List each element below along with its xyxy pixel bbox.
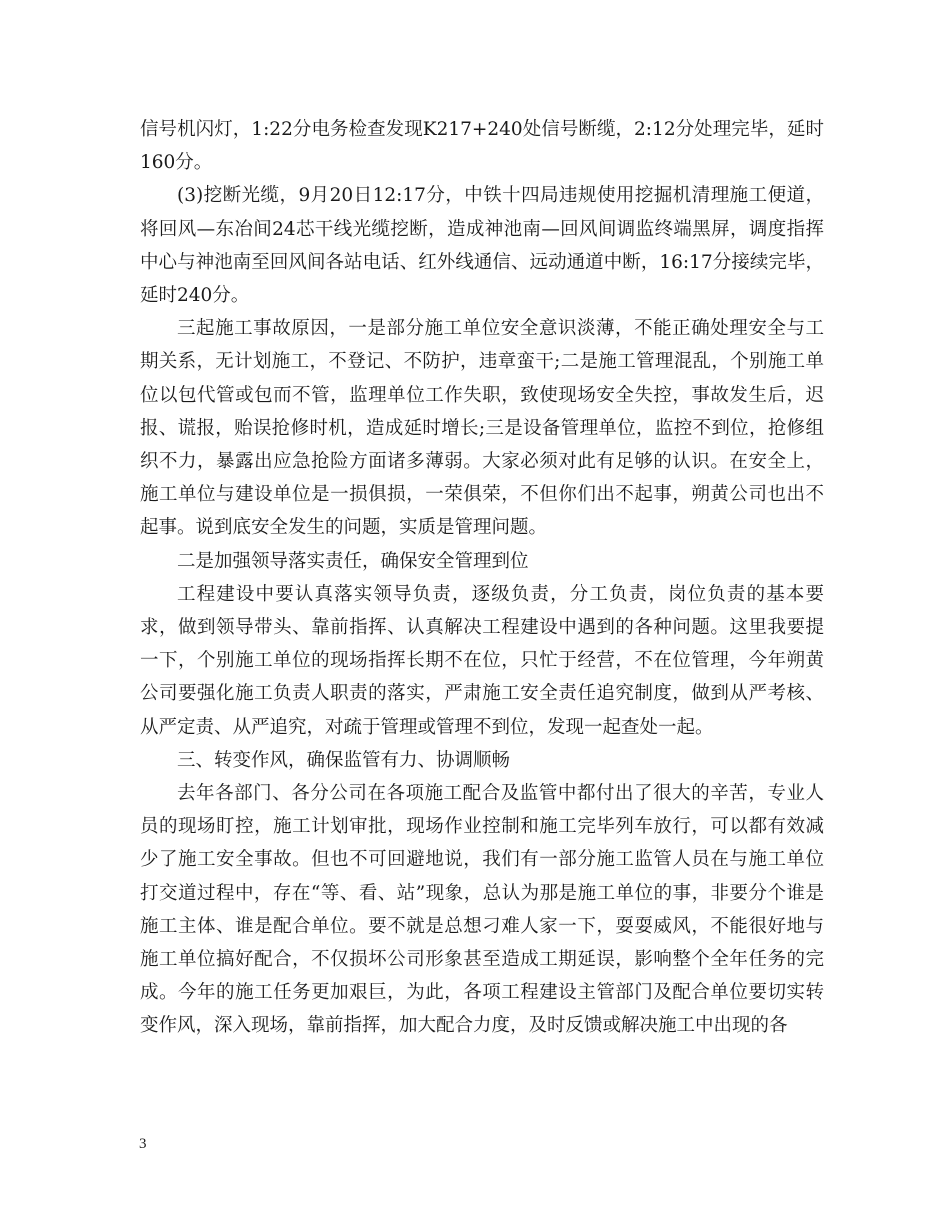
document-body xyxy=(140,113,824,1043)
paragraph-continuation: 信号机闪灯，1:22分电务检查发现K217+240处信号断缆，2:12分处理完毕，延时160分。 xyxy=(140,119,824,174)
paragraph-cable-incident: (3)挖断光缆，9月20日12:17分，中铁十四局违规使用挖掘机清理施工便道，将回风—东冶间24芯干线光缆挖断，造成神池南—回风间调监终端黑屏，调度指挥中心与神池南至回风间各站电话、红外线通信、远动通道中断，16:17分接续完毕，延时240分。 xyxy=(140,185,824,307)
paragraph-work-style: 去年各部门、各分公司在各项施工配合及监管中都付出了很大的辛苦，专业人员的现场盯控，施工计划审批，现场作业控制和施工完毕列车放行，可以都有效减少了施工安全事故。但也不可回避地说，我们有一部分施工监管人员在与施工单位打交道过程中，存在“等、看、站”现象，总认为那是施工单位的事，非要分个谁是施工主体、谁是配合单位。要不就是总想刁难人家一下，耍耍威风，不能很好地与施工单位搞好配合，不仅损坏公司形象甚至造成工期延误，影响整个全年任务的完成。今年的施工任务更加艰巨，为此，各项工程建设主管部门及配合单位要切实转变作风，深入现场，靠前指挥，加大配合力度，及时反馈或解决施工中出现的各 xyxy=(140,783,824,1037)
paragraph-leadership: 工程建设中要认真落实领导负责，逐级负责，分工负责，岗位负责的基本要求，做到领导带头、靠前指挥、认真解决工程建设中遇到的各种问题。这里我要提一下，个别施工单位的现场指挥长期不在位，只忙于经营，不在位管理，今年朔黄公司要强化施工负责人职责的落实，严肃施工安全责任追究制度，做到从严考核、从严定责、从严追究，对疏于管理或管理不到位，发现一起查处一起。 xyxy=(140,583,824,738)
section-heading-work-style: 三、转变作风，确保监管有力、协调顺畅 xyxy=(177,749,511,771)
page-number: 3 xyxy=(139,1136,147,1152)
section-heading-leadership: 二是加强领导落实责任，确保安全管理到位 xyxy=(177,550,529,572)
paragraph-accident-causes: 三起施工事故原因，一是部分施工单位安全意识淡薄，不能正确处理安全与工期关系，无计划施工，不登记、不防护，违章蛮干;二是施工管理混乱，个别施工单位以包代管或包而不管，监理单位工作失职，致使现场安全失控，事故发生后，迟报、谎报，贻误抢修时机，造成延时增长;三是设备管理单位，监控不到位，抢修组织不力，暴露出应急抢险方面诸多薄弱。大家必须对此有足够的认识。在安全上，施工单位与建设单位是一损俱损，一荣俱荣，不但你们出不起事，朔黄公司也出不起事。说到底安全发生的问题，实质是管理问题。 xyxy=(140,318,824,539)
